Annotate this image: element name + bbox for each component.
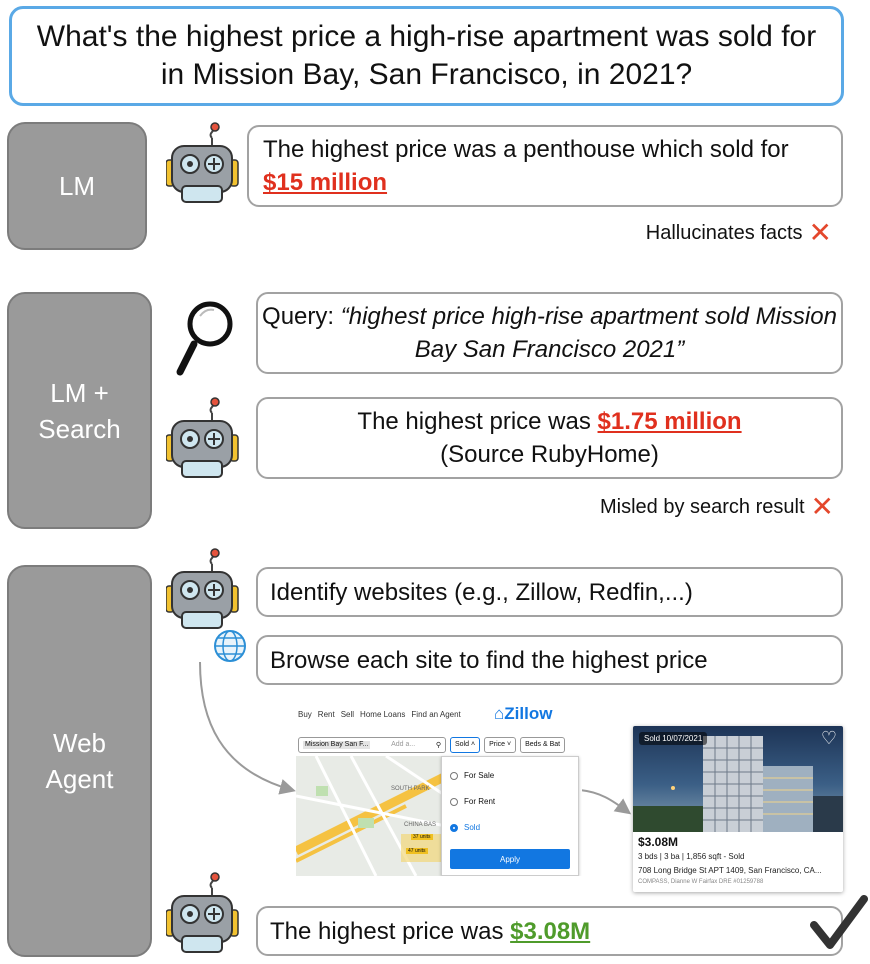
lm-verdict-text: Hallucinates facts	[645, 221, 803, 244]
zillow-nav-sell[interactable]: Sell	[340, 710, 355, 719]
option-sold-label: Sold	[464, 823, 481, 832]
apply-button[interactable]: Apply	[450, 849, 570, 869]
zillow-screenshot	[296, 704, 582, 876]
search-answer-prefix: The highest price was	[357, 408, 598, 435]
chevron-up-icon: ˄	[470, 741, 476, 748]
chevron-down-icon: ˅	[506, 741, 512, 748]
option-for-sale[interactable]	[450, 771, 494, 780]
zillow-search-placeholder: Add a...	[391, 741, 416, 748]
listing-broker: COMPASS, Dianne W Fairfax DRE #01259788	[638, 879, 764, 885]
arrow-to-zillow	[200, 662, 292, 790]
zillow-filter-beds[interactable]	[520, 737, 565, 753]
search-query-prefix: Query:	[262, 303, 341, 330]
listing-price: $3.08M	[638, 835, 679, 849]
listing-card[interactable]	[633, 726, 843, 892]
search-verdict-text: Misled by search result	[600, 495, 805, 518]
arrow-to-listing	[580, 790, 628, 812]
search-answer-value: $1.75 million	[597, 408, 742, 435]
listing-address: 708 Long Bridge St APT 1409, San Francisco, CA...	[638, 866, 822, 875]
radio-sold[interactable]	[450, 824, 458, 832]
zillow-nav-home-loans[interactable]: Home Loans	[360, 710, 406, 719]
agent-answer-text	[270, 915, 590, 948]
zillow-map[interactable]	[296, 756, 446, 876]
lm-answer-prefix: The highest price was a penthouse which sold for	[263, 136, 789, 163]
label-web-agent-line2: Agent	[45, 764, 114, 794]
option-for-rent-label: For Rent	[464, 797, 496, 806]
zillow-nav	[298, 710, 461, 719]
checkmark-icon	[808, 895, 868, 951]
agent-step2-text: Browse each site to find the highest price	[270, 646, 708, 674]
zillow-filter-price-label: Price	[489, 741, 506, 748]
zillow-filter-bar	[298, 737, 565, 753]
zillow-filter-price[interactable]	[484, 737, 516, 753]
zillow-nav-buy[interactable]: Buy	[298, 710, 312, 719]
zillow-filter-sold-label: Sold	[455, 741, 470, 748]
label-lm-search-line2: Search	[38, 413, 121, 444]
zillow-logo-icon: ⌂	[494, 704, 505, 723]
option-for-rent[interactable]	[450, 797, 495, 806]
radio-for-sale[interactable]	[450, 772, 458, 780]
map-label-south-park: SOUTH PARK	[391, 786, 430, 792]
search-query-value: “highest price high-rise apartment sold Mission Bay San Francisco 2021”	[340, 303, 837, 363]
question-text: What's the highest price a high-rise apartment was sold for in Mission Bay, San Francisco, in 2021?	[36, 20, 817, 91]
robot-icon	[166, 870, 242, 958]
label-web-agent-line1: Web	[53, 728, 106, 758]
option-for-sale-label: For Sale	[464, 771, 495, 780]
agent-answer-bubble	[256, 906, 843, 956]
listing-sold-tag: Sold 10/07/2021	[639, 732, 707, 745]
search-icon[interactable]: ⚲	[435, 742, 441, 749]
cross-icon: ✕	[810, 491, 834, 522]
agent-step1-text: Identify websites (e.g., Zillow, Redfin,...)	[270, 578, 693, 606]
zillow-filter-beds-label: Beds & Bat	[525, 741, 561, 748]
map-marker-37-units[interactable]: 37 units	[413, 834, 431, 840]
zillow-sold-dropdown	[441, 756, 579, 876]
radio-for-rent[interactable]	[450, 798, 458, 806]
zillow-search-input[interactable]	[298, 737, 446, 753]
agent-answer-value: $3.08M	[510, 917, 591, 945]
zillow-logo	[494, 704, 552, 724]
zillow-logo-text: Zillow	[504, 704, 553, 723]
zillow-nav-find-agent[interactable]: Find an Agent	[411, 710, 461, 719]
option-sold[interactable]	[450, 823, 480, 832]
map-marker-47-units[interactable]: 47 units	[408, 848, 426, 854]
listing-photo	[633, 726, 843, 832]
map-label-china-basin: CHINA BAS	[404, 822, 437, 828]
label-lm-text: LM	[58, 171, 96, 201]
zillow-nav-rent[interactable]: Rent	[317, 710, 335, 719]
cross-icon: ✕	[808, 217, 832, 248]
lm-answer-value: $15 million	[263, 169, 388, 196]
search-answer-source: (Source RubyHome)	[440, 441, 659, 468]
listing-details: 3 bds | 3 ba | 1,856 sqft - Sold	[638, 852, 745, 861]
heart-icon[interactable]: ♡	[820, 728, 837, 748]
zillow-search-chip: Mission Bay San F...	[305, 741, 369, 748]
zillow-filter-sold[interactable]	[450, 737, 480, 753]
label-lm-search-line1: LM +	[50, 377, 109, 408]
agent-answer-prefix: The highest price was	[270, 917, 511, 945]
